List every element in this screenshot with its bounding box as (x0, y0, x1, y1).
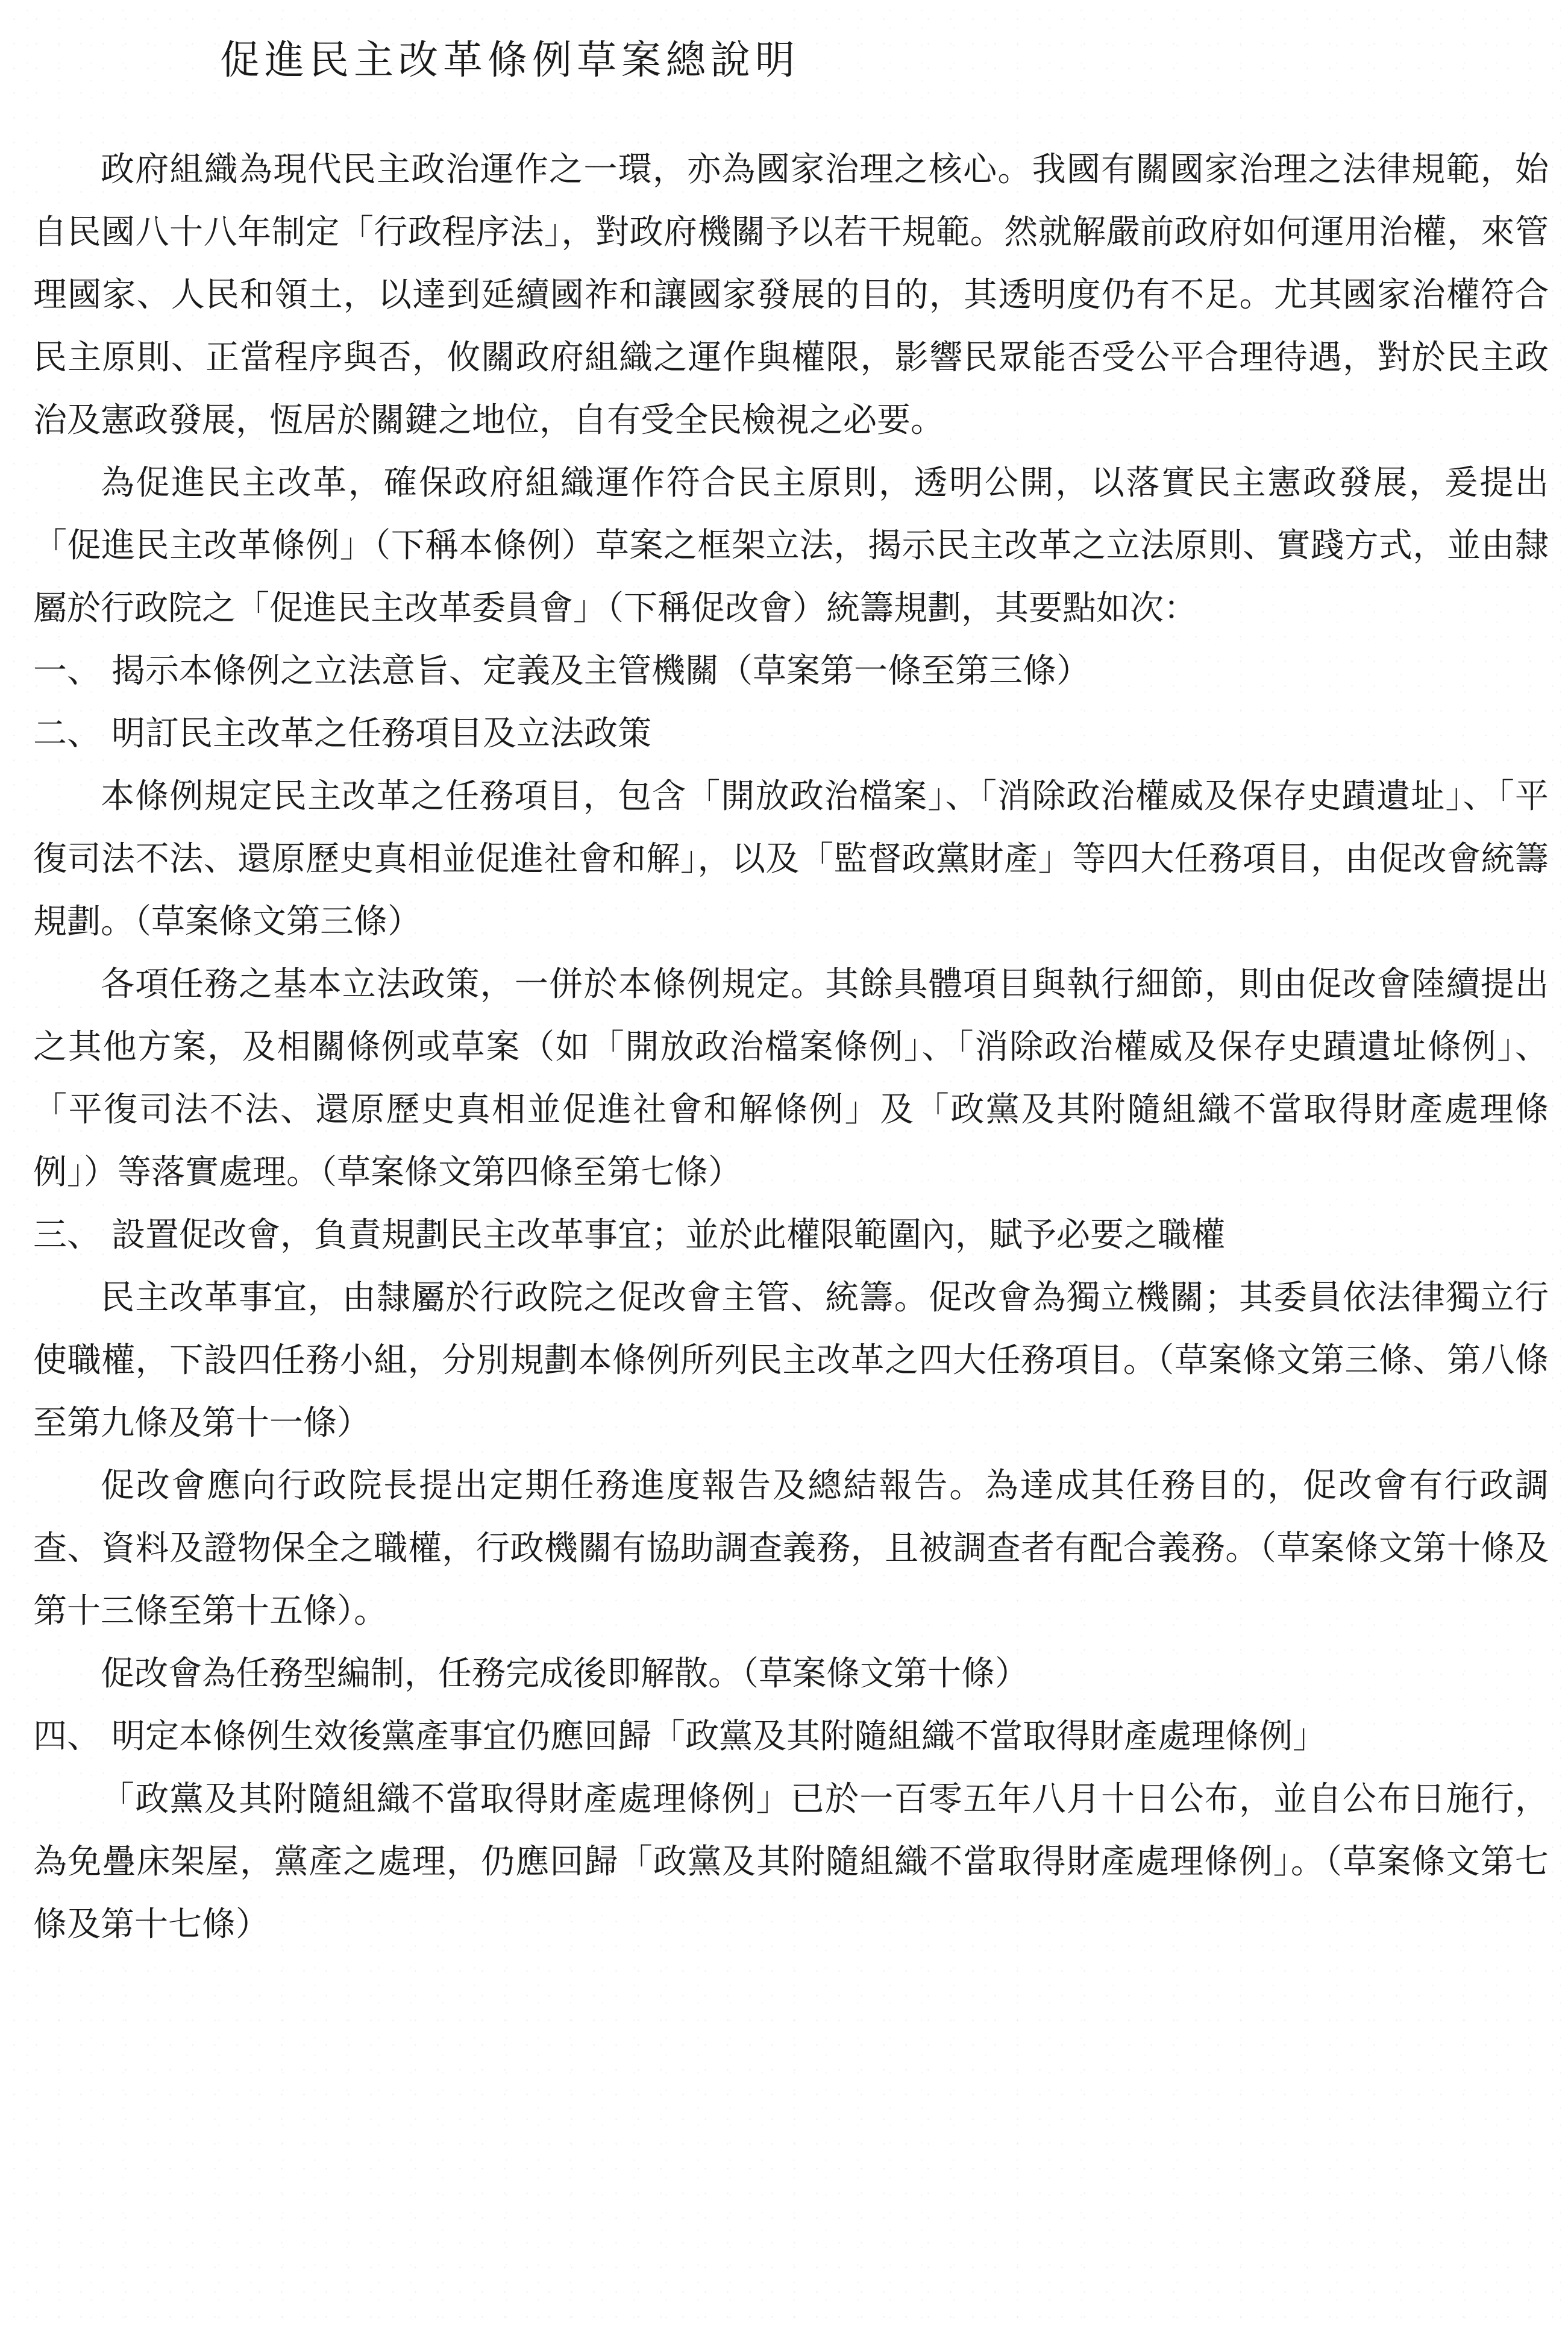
section-3-paragraph-2: 促改會應向行政院長提出定期任務進度報告及總結報告。為達成其任務目的，促改會有行政調查、資料及證物保全之職權，行政機關有協助調查義務，且被調查者有配合義務。（草案條文第十條及第十三條至第十五條）。 (33, 1466, 1549, 1631)
section-1-title: 揭示本條例之立法意旨、定義及主管機關（草案第一條至第三條） (111, 651, 1090, 691)
section-2-heading (33, 703, 1549, 765)
section-3-title: 設置促改會，負責規劃民主改革事宜；並於此權限範圍內，賦予必要之職權 (111, 1216, 1225, 1255)
section-3-paragraph-1: 民主改革事宜，由隸屬於行政院之促改會主管、統籌。促改會為獨立機關；其委員依法律獨立行使職權，下設四任務小組，分別規劃本條例所列民主改革之四大任務項目。（草案條文第三條、第八條至第九條及第十一條） (33, 1278, 1549, 1443)
section-4-paragraph-1: 「政黨及其附隨組織不當取得財產處理條例」已於一百零五年八月十日公布，並自公布日施行，為免疊床架屋，黨產之處理，仍應回歸「政黨及其附隨組織不當取得財產處理條例」。（草案條文第七條及第十七條） (33, 1780, 1549, 1944)
section-2-number: 二、 (33, 714, 101, 753)
section-2-title: 明訂民主改革之任務項目及立法政策 (111, 714, 651, 753)
section-4-title: 明定本條例生效後黨產事宜仍應回歸「政黨及其附隨組織不當取得財產處理條例」 (111, 1717, 1326, 1756)
section-4-number: 四、 (33, 1717, 101, 1756)
section-2-paragraph-1: 本條例規定民主改革之任務項目，包含「開放政治檔案」、「消除政治權威及保存史蹟遺址」、「平復司法不法、還原歷史真相並促進社會和解」，以及「監督政黨財產」等四大任務項目，由促改會統籌規劃。（草案條文第三條） (33, 777, 1549, 941)
section-3-number: 三、 (33, 1216, 101, 1255)
section-3-paragraph-3: 促改會為任務型編制，任務完成後即解散。（草案條文第十條） (101, 1654, 1029, 1693)
intro-paragraph-1: 政府組織為現代民主政治運作之一環，亦為國家治理之核心。我國有關國家治理之法律規範，始自民國八十八年制定「行政程序法」，對政府機關予以若干規範。然就解嚴前政府如何運用治權，來管理國家、人民和領土，以達到延續國祚和讓國家發展的目的，其透明度仍有不足。尤其國家治權符合民主原則、正當程序與否，攸關政府組織之運作與權限，影響民眾能否受公平合理待遇，對於民主政治及憲政發展，恆居於關鍵之地位，自有受全民檢視之必要。 (33, 150, 1549, 440)
section-1-number: 一、 (33, 651, 101, 691)
section-2-paragraph-2: 各項任務之基本立法政策，一併於本條例規定。其餘具體項目與執行細節，則由促改會陸續提出之其他方案，及相關條例或草案（如「開放政治檔案條例」、「消除政治權威及保存史蹟遺址條例」、「平復司法不法、還原歷史真相並促進社會和解條例」及「政黨及其附隨組織不當取得財產處理條例」）等落實處理。（草案條文第四條至第七條） (33, 965, 1549, 1192)
section-4-heading (33, 1705, 1549, 1768)
document-page (33, 24, 1549, 1956)
document-title: 促進民主改革條例草案總說明 (220, 37, 800, 83)
section-1-heading (33, 640, 1549, 703)
intro-paragraph-2: 為促進民主改革，確保政府組織運作符合民主原則，透明公開，以落實民主憲政發展，爰提出「促進民主改革條例」（下稱本條例）草案之框架立法，揭示民主改革之立法原則、實踐方式，並由隸屬於行政院之「促進民主改革委員會」（下稱促改會）統籌規劃，其要點如次： (33, 463, 1549, 628)
section-3-heading (33, 1204, 1549, 1267)
